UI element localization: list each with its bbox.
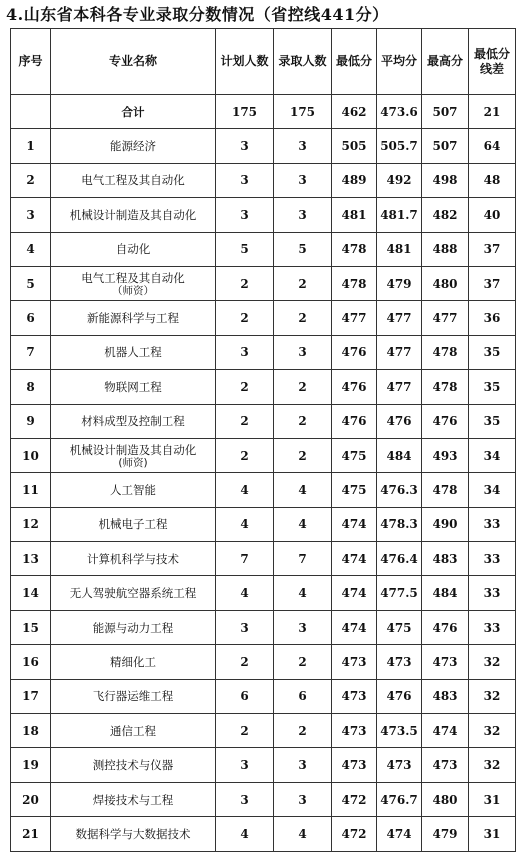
row-min: 474 xyxy=(332,610,377,644)
row-major xyxy=(51,232,216,266)
table-row xyxy=(11,748,516,782)
row-index: 4 xyxy=(11,232,51,266)
row-diff: 35 xyxy=(469,404,516,438)
row-major xyxy=(51,817,216,851)
row-min: 481 xyxy=(332,198,377,232)
row-avg: 475 xyxy=(377,610,422,644)
row-max: 473 xyxy=(422,748,469,782)
header-row xyxy=(11,29,516,95)
row-admit: 2 xyxy=(274,714,332,748)
row-major-name: 人工智能 xyxy=(110,482,156,497)
row-diff: 36 xyxy=(469,301,516,335)
row-plan: 4 xyxy=(216,473,274,507)
total-index xyxy=(11,95,51,129)
row-admit: 2 xyxy=(274,645,332,679)
table-row xyxy=(11,610,516,644)
row-max: 476 xyxy=(422,610,469,644)
document-title: 4.山东省本科各专业录取分数情况（省控线441分） xyxy=(6,5,389,24)
row-avg: 477 xyxy=(377,335,422,369)
row-diff: 32 xyxy=(469,748,516,782)
row-major xyxy=(51,163,216,197)
row-diff: 37 xyxy=(469,266,516,300)
row-admit: 6 xyxy=(274,679,332,713)
row-plan: 3 xyxy=(216,782,274,816)
row-major xyxy=(51,679,216,713)
row-min: 473 xyxy=(332,679,377,713)
total-label: 合计 xyxy=(51,95,216,129)
row-major-name: 焊接技术与工程 xyxy=(92,792,174,807)
table-row xyxy=(11,163,516,197)
table-row xyxy=(11,645,516,679)
row-max: 507 xyxy=(422,129,469,163)
header-admit: 录取人数 xyxy=(274,29,332,95)
admission-score-table xyxy=(10,28,516,852)
row-index: 17 xyxy=(11,679,51,713)
row-admit: 2 xyxy=(274,370,332,404)
row-max: 477 xyxy=(422,301,469,335)
table-row xyxy=(11,370,516,404)
row-major xyxy=(51,266,216,300)
row-major xyxy=(51,507,216,541)
row-major-name: 材料成型及控制工程 xyxy=(81,414,185,429)
row-admit: 3 xyxy=(274,748,332,782)
row-major-note: （师资） xyxy=(112,284,154,297)
row-index: 11 xyxy=(11,473,51,507)
table-row xyxy=(11,266,516,300)
row-min: 478 xyxy=(332,232,377,266)
row-admit: 2 xyxy=(274,438,332,472)
table-row xyxy=(11,335,516,369)
row-major xyxy=(51,542,216,576)
row-major-name: 物联网工程 xyxy=(104,379,162,394)
row-major xyxy=(51,576,216,610)
row-index: 3 xyxy=(11,198,51,232)
row-index: 13 xyxy=(11,542,51,576)
header-plan: 计划人数 xyxy=(216,29,274,95)
row-major-name: 自动化 xyxy=(115,242,151,257)
header-diff-line1: 最低分 xyxy=(473,46,510,61)
row-major-name: 能源经济 xyxy=(110,139,156,154)
table-row xyxy=(11,782,516,816)
header-diff xyxy=(469,29,516,95)
row-max: 480 xyxy=(422,782,469,816)
row-avg: 473 xyxy=(377,645,422,679)
row-diff: 32 xyxy=(469,645,516,679)
row-avg: 476 xyxy=(377,679,422,713)
table-row xyxy=(11,714,516,748)
row-index: 21 xyxy=(11,817,51,851)
row-admit: 7 xyxy=(274,542,332,576)
row-index: 8 xyxy=(11,370,51,404)
row-avg: 478.3 xyxy=(377,507,422,541)
row-max: 490 xyxy=(422,507,469,541)
table-row xyxy=(11,817,516,851)
row-plan: 3 xyxy=(216,335,274,369)
row-avg: 477 xyxy=(377,301,422,335)
row-min: 475 xyxy=(332,438,377,472)
row-major-name: 测控技术与仪器 xyxy=(92,758,174,773)
row-plan: 3 xyxy=(216,198,274,232)
row-min: 473 xyxy=(332,714,377,748)
row-major xyxy=(51,438,216,472)
row-plan: 7 xyxy=(216,542,274,576)
row-admit: 4 xyxy=(274,473,332,507)
table-row xyxy=(11,542,516,576)
row-admit: 4 xyxy=(274,507,332,541)
row-major xyxy=(51,782,216,816)
row-plan: 3 xyxy=(216,610,274,644)
row-index: 2 xyxy=(11,163,51,197)
table-row xyxy=(11,473,516,507)
row-diff: 33 xyxy=(469,542,516,576)
row-major-name: 机械设计制造及其自动化 xyxy=(69,442,197,457)
row-max: 493 xyxy=(422,438,469,472)
row-major xyxy=(51,645,216,679)
row-major-name: 飞行器运维工程 xyxy=(92,689,174,704)
row-avg: 476.3 xyxy=(377,473,422,507)
row-major-name: 电气工程及其自动化 xyxy=(81,173,185,188)
row-avg: 477 xyxy=(377,370,422,404)
row-index: 15 xyxy=(11,610,51,644)
row-admit: 2 xyxy=(274,266,332,300)
row-max: 478 xyxy=(422,370,469,404)
row-major-name: 精细化工 xyxy=(110,654,156,669)
row-plan: 4 xyxy=(216,507,274,541)
row-plan: 4 xyxy=(216,817,274,851)
row-major-name: 数据科学与大数据技术 xyxy=(75,826,191,841)
row-avg: 479 xyxy=(377,266,422,300)
row-major xyxy=(51,404,216,438)
row-major-name: 机器人工程 xyxy=(104,345,162,360)
row-index: 12 xyxy=(11,507,51,541)
row-max: 476 xyxy=(422,404,469,438)
row-avg: 505.7 xyxy=(377,129,422,163)
row-min: 474 xyxy=(332,576,377,610)
row-admit: 3 xyxy=(274,163,332,197)
row-avg: 481 xyxy=(377,232,422,266)
row-diff: 48 xyxy=(469,163,516,197)
row-avg: 473.5 xyxy=(377,714,422,748)
row-index: 5 xyxy=(11,266,51,300)
row-plan: 4 xyxy=(216,576,274,610)
row-plan: 2 xyxy=(216,370,274,404)
row-major-name: 通信工程 xyxy=(110,723,156,738)
row-diff: 40 xyxy=(469,198,516,232)
row-max: 478 xyxy=(422,335,469,369)
row-max: 474 xyxy=(422,714,469,748)
row-index: 20 xyxy=(11,782,51,816)
row-min: 476 xyxy=(332,404,377,438)
row-diff: 33 xyxy=(469,610,516,644)
row-major-name: 无人驾驶航空器系统工程 xyxy=(69,586,197,601)
row-min: 505 xyxy=(332,129,377,163)
row-max: 480 xyxy=(422,266,469,300)
header-max: 最高分 xyxy=(422,29,469,95)
row-diff: 64 xyxy=(469,129,516,163)
row-min: 473 xyxy=(332,748,377,782)
row-admit: 3 xyxy=(274,782,332,816)
row-avg: 484 xyxy=(377,438,422,472)
row-major xyxy=(51,301,216,335)
total-row xyxy=(11,95,516,129)
row-avg: 476 xyxy=(377,404,422,438)
row-plan: 2 xyxy=(216,714,274,748)
row-min: 489 xyxy=(332,163,377,197)
row-diff: 34 xyxy=(469,473,516,507)
row-major-name: 计算机科学与技术 xyxy=(87,551,179,566)
row-avg: 476.7 xyxy=(377,782,422,816)
row-min: 472 xyxy=(332,782,377,816)
row-admit: 2 xyxy=(274,301,332,335)
total-admit: 175 xyxy=(274,95,332,129)
row-diff: 35 xyxy=(469,370,516,404)
row-avg: 481.7 xyxy=(377,198,422,232)
row-max: 483 xyxy=(422,679,469,713)
row-diff: 32 xyxy=(469,714,516,748)
row-major-name: 电气工程及其自动化 xyxy=(81,270,185,285)
row-major xyxy=(51,714,216,748)
row-min: 472 xyxy=(332,817,377,851)
table-row xyxy=(11,129,516,163)
row-plan: 2 xyxy=(216,645,274,679)
header-major: 专业名称 xyxy=(51,29,216,95)
row-major xyxy=(51,473,216,507)
row-avg: 477.5 xyxy=(377,576,422,610)
row-min: 474 xyxy=(332,542,377,576)
table-row xyxy=(11,438,516,472)
row-min: 476 xyxy=(332,335,377,369)
row-major-name: 能源与动力工程 xyxy=(92,620,174,635)
table-row xyxy=(11,301,516,335)
total-min: 462 xyxy=(332,95,377,129)
row-index: 1 xyxy=(11,129,51,163)
row-index: 7 xyxy=(11,335,51,369)
row-admit: 4 xyxy=(274,817,332,851)
table-row xyxy=(11,198,516,232)
row-admit: 3 xyxy=(274,198,332,232)
row-major-name: 机械设计制造及其自动化 xyxy=(69,207,197,222)
row-plan: 3 xyxy=(216,748,274,782)
row-plan: 2 xyxy=(216,301,274,335)
row-index: 16 xyxy=(11,645,51,679)
row-max: 473 xyxy=(422,645,469,679)
row-max: 479 xyxy=(422,817,469,851)
row-diff: 31 xyxy=(469,817,516,851)
row-major xyxy=(51,129,216,163)
total-max: 507 xyxy=(422,95,469,129)
row-min: 476 xyxy=(332,370,377,404)
row-major xyxy=(51,748,216,782)
row-major xyxy=(51,610,216,644)
row-min: 478 xyxy=(332,266,377,300)
row-diff: 33 xyxy=(469,507,516,541)
header-avg: 平均分 xyxy=(377,29,422,95)
row-admit: 3 xyxy=(274,129,332,163)
row-index: 18 xyxy=(11,714,51,748)
row-max: 478 xyxy=(422,473,469,507)
row-max: 498 xyxy=(422,163,469,197)
header-diff-line2: 线差 xyxy=(479,61,504,76)
row-plan: 2 xyxy=(216,438,274,472)
row-major-name: 机械电子工程 xyxy=(98,517,168,532)
row-plan: 5 xyxy=(216,232,274,266)
row-admit: 3 xyxy=(274,335,332,369)
row-avg: 474 xyxy=(377,817,422,851)
row-admit: 2 xyxy=(274,404,332,438)
row-plan: 3 xyxy=(216,129,274,163)
row-plan: 6 xyxy=(216,679,274,713)
row-diff: 31 xyxy=(469,782,516,816)
table-row xyxy=(11,576,516,610)
row-max: 484 xyxy=(422,576,469,610)
row-max: 482 xyxy=(422,198,469,232)
row-index: 9 xyxy=(11,404,51,438)
row-diff: 37 xyxy=(469,232,516,266)
row-diff: 32 xyxy=(469,679,516,713)
row-index: 14 xyxy=(11,576,51,610)
row-plan: 3 xyxy=(216,163,274,197)
row-diff: 35 xyxy=(469,335,516,369)
total-plan: 175 xyxy=(216,95,274,129)
row-max: 488 xyxy=(422,232,469,266)
total-avg: 473.6 xyxy=(377,95,422,129)
table-row xyxy=(11,232,516,266)
table-row xyxy=(11,507,516,541)
row-admit: 4 xyxy=(274,576,332,610)
header-index: 序号 xyxy=(11,29,51,95)
row-min: 473 xyxy=(332,645,377,679)
row-index: 6 xyxy=(11,301,51,335)
row-major xyxy=(51,370,216,404)
row-avg: 476.4 xyxy=(377,542,422,576)
row-index: 10 xyxy=(11,438,51,472)
row-major-name: 新能源科学与工程 xyxy=(87,311,179,326)
row-min: 477 xyxy=(332,301,377,335)
row-major-note: (师资) xyxy=(118,456,148,469)
row-diff: 34 xyxy=(469,438,516,472)
row-major xyxy=(51,335,216,369)
row-plan: 2 xyxy=(216,266,274,300)
row-max: 483 xyxy=(422,542,469,576)
header-min: 最低分 xyxy=(332,29,377,95)
row-plan: 2 xyxy=(216,404,274,438)
total-diff: 21 xyxy=(469,95,516,129)
row-admit: 3 xyxy=(274,610,332,644)
table-row xyxy=(11,679,516,713)
row-index: 19 xyxy=(11,748,51,782)
row-min: 474 xyxy=(332,507,377,541)
row-admit: 5 xyxy=(274,232,332,266)
row-avg: 473 xyxy=(377,748,422,782)
table-row xyxy=(11,404,516,438)
row-avg: 492 xyxy=(377,163,422,197)
row-min: 475 xyxy=(332,473,377,507)
row-diff: 33 xyxy=(469,576,516,610)
row-major xyxy=(51,198,216,232)
